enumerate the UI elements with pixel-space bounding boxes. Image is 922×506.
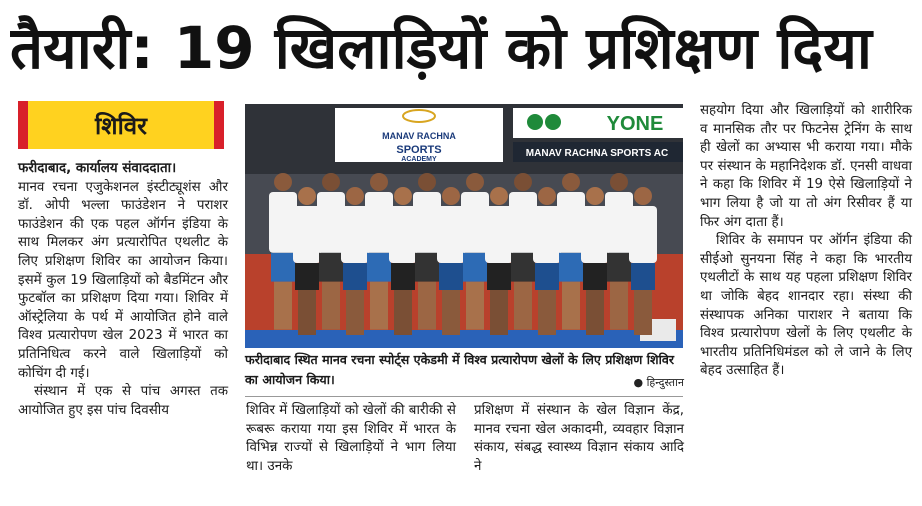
column4-paragraph-1: सहयोग दिया और खिलाड़ियों को शारीरिक व मानसिक तौर पर फिटनेस ट्रेनिंग के साथ ही खेलों का अभ्यास भी कराया गया। मौके पर संस्थान के महानिदेशक डॉ. एनसी वाधवा ने कहा कि शिविर में 19 ऐसे खिलाड़ियों ने भाग लिया है जो या तो अंग रिसीवर हैं या फिर अंग दाता हैं। [700, 103, 912, 230]
article-column-2 [246, 402, 456, 502]
dateline: फरीदाबाद, कार्यालय संवाददाता। [18, 161, 177, 176]
column1-paragraph-2: संस्थान में एक से पांच अगस्त तक आयोजित हुए इस पांच दिवसीय [18, 384, 228, 418]
column1-paragraph-1: मानव रचना एजुकेशनल इंस्टीट्यूशंस और डॉ. ओपी भल्ला फाउंडेशन ने पराशर फाउंडेशन की एक पहल ऑर्गन इंडिया के साथ मिलकर अंग प्रत्यारोपित एथलीट के लिए प्रशिक्षण शिविर का आयोजन किया। इसमें कुल 19 खिलाड़ियों को बैडमिंटन और फुटबॉल का प्रशिक्षण दिया गया। शिविर में ऑस्ट्रेलिया के पर्थ में आयोजित होने वाले विश्व प्रत्यारोपण खेल 2023 में भारत का प्रतिनिधित्व करने वाले खिलाड़ियों को कोचिंग दी गई। [18, 179, 228, 381]
headline: तैयारी: 19 खिलाड़ियों को प्रशिक्षण दिया [10, 14, 872, 82]
section-badge [18, 101, 224, 149]
divider [245, 396, 683, 397]
photo-caption: फरीदाबाद स्थित मानव रचना स्पोर्ट्स एकेडमी में विश्व प्रत्यारोपण खेलों के लिए प्रशिक्षण शिविर का आयोजन किया। [245, 352, 674, 387]
section-badge-label: शिविर [95, 111, 147, 140]
yonex-logo-text: YONE [606, 113, 664, 135]
news-photo [245, 104, 683, 348]
column4-paragraph-2: शिविर के समापन पर ऑर्गन इंडिया की सीईओ सुनयना सिंह ने कहा कि भारतीय एथलीटों के साथ यह पहला प्रशिक्षण शिविर था जोकि बेहद शानदार रहा। संस्था की संस्थापक अनिका पाराशर ने बताया कि विश्व प्रत्यारोपण खेलों के लिए एथलीट के भारतीय प्रतिनिधिमंडल को ले जाने के लिए बेहद उत्साहित हैं। [700, 233, 912, 379]
banner-text-2: SPORTS [396, 144, 442, 156]
article-column-3 [474, 402, 684, 502]
photo-illustration [245, 104, 683, 348]
article-column-4 [700, 102, 912, 502]
photo-credit: ● हिन्दुस्तान [633, 376, 684, 389]
article-column-1 [18, 160, 228, 500]
wall-sign-text: MANAV RACHNA SPORTS AC [525, 148, 669, 159]
column2-paragraph: शिविर में खिलाड़ियों को खेलों की बारीकी से रूबरू कराया गया इस शिविर में भारत के विभिन्न राज्यों से खिलाड़ियों ने भाग लिया था। उनके [246, 403, 456, 474]
banner-text-1: MANAV RACHNA [382, 131, 456, 141]
banner-text-3: ACADEMY [401, 156, 437, 163]
column3-paragraph: प्रशिक्षण में संस्थान के खेल विज्ञान केंद्र, मानव रचना खेल अकादमी, व्यवहार विज्ञान संकाय, संबद्ध स्वास्थ्य विज्ञान संकाय आदि ने [474, 403, 684, 474]
